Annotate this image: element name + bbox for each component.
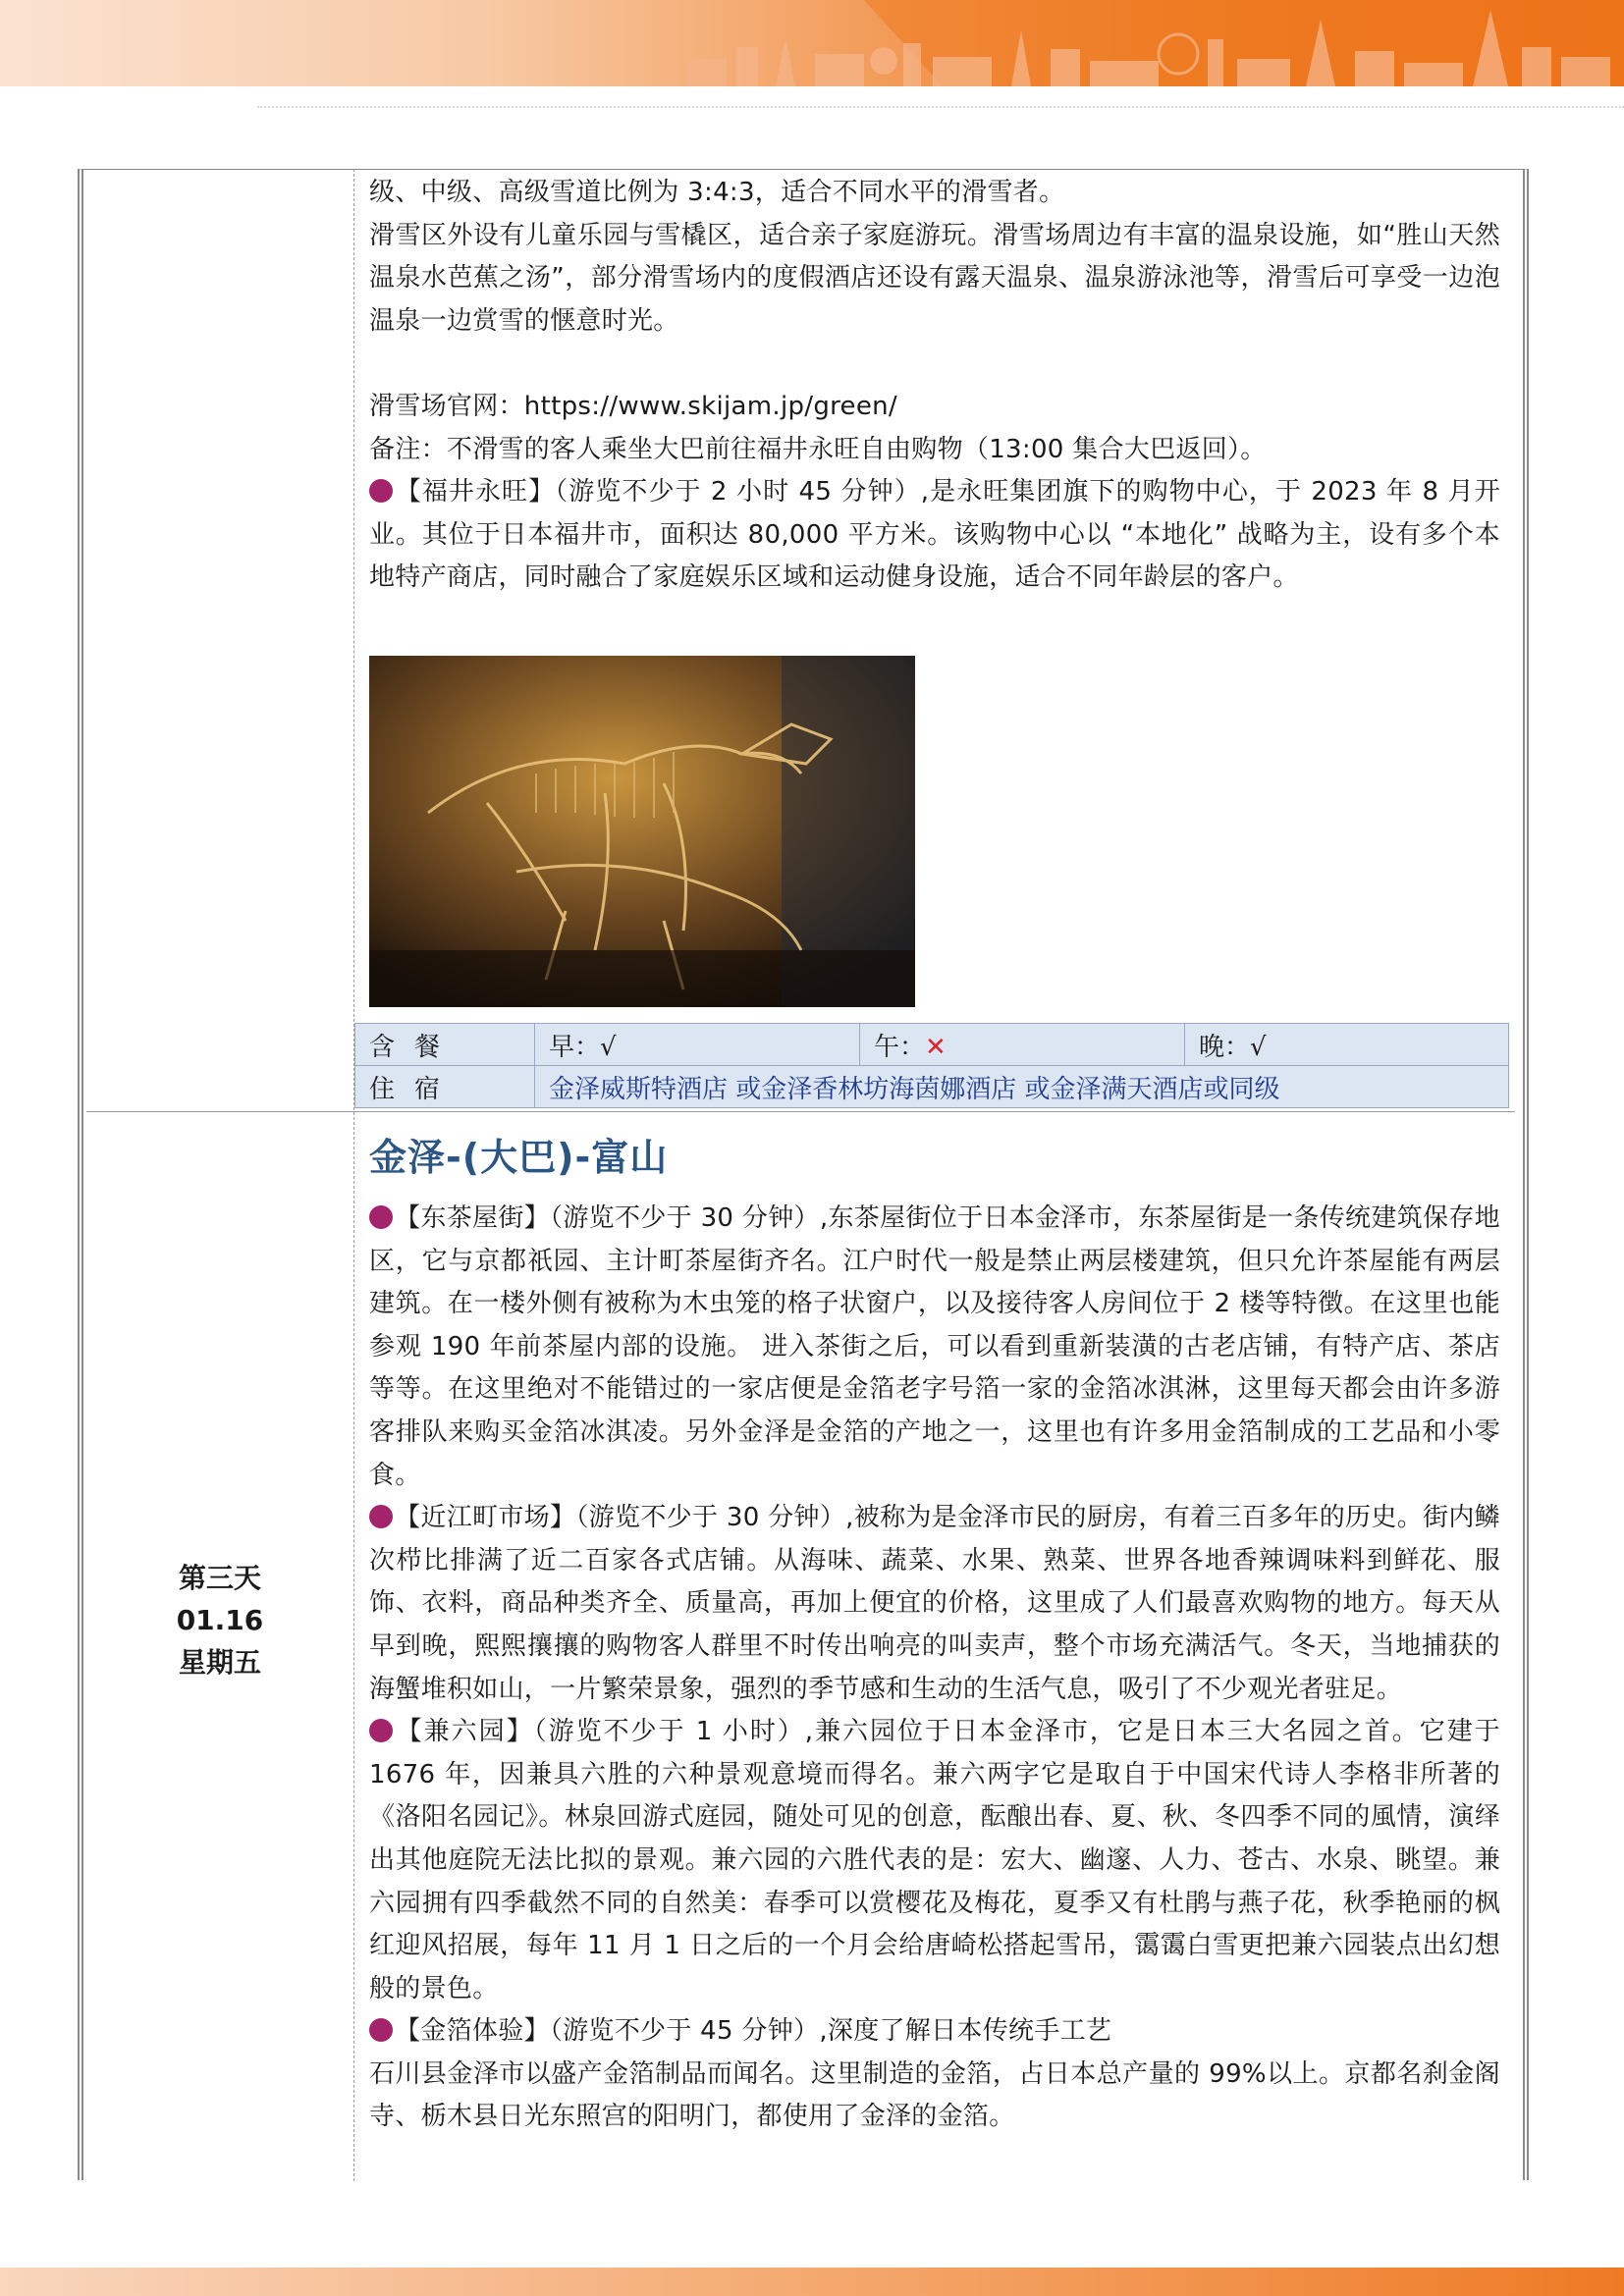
attraction-title: 【金箔体验】 bbox=[395, 2016, 550, 2047]
bullet-dot-icon bbox=[369, 1719, 393, 1742]
day-date: 01.16 bbox=[176, 1604, 264, 1636]
cross-icon: ✕ bbox=[925, 1032, 947, 1062]
bullet-dot-icon bbox=[369, 2018, 393, 2042]
attraction-title: 【东茶屋街】 bbox=[395, 1203, 551, 1233]
lodging-label: 住宿 bbox=[355, 1066, 535, 1108]
day3-label bbox=[86, 1557, 353, 1683]
meals-row bbox=[355, 1024, 1509, 1066]
attraction-title: 【兼六园】 bbox=[395, 1717, 534, 1747]
hotel-options: 金泽威斯特酒店 或金泽香林坊海茵娜酒店 或金泽满天酒店或同级 bbox=[535, 1066, 1509, 1108]
header-banner bbox=[0, 0, 1624, 86]
bullet-dot-icon bbox=[369, 1205, 393, 1229]
day-row-divider bbox=[86, 1111, 1515, 1112]
attraction-title: 【近江町市场】 bbox=[395, 1503, 576, 1533]
header-divider bbox=[257, 106, 1624, 108]
attraction-text: （游览不少于 30 分钟）,被称为是金泽市民的厨房，有着三百多年的历史。街内鳞次栉比排满了近二百家各式店铺。从海味、蔬菜、水果、熟菜、世界各地香辣调味料到鲜花、服饰、衣料，商品种类齐全、质量高，再加上便宜的价格，这里成了人们最喜欢购物的地方。每天从早到晚，熙熙攘攘的购物客人群里不时传出响亮的叫卖声，整个市场充满活气。冬天，当地捕获的海蟹堆积如山，一片繁荣景象，强烈的季节感和生动的生活气息，吸引了不少观光者驻足。 bbox=[369, 1503, 1500, 1704]
attraction-text: （游览不少于 2 小时 45 分钟）,是永旺集团旗下的购物中心，于 2023 年 8 月开业。其位于日本福井市，面积达 80,000 平方米。该购物中心以 “本地化” 战略为主，设有多个本地特产商店，同时融合了家庭娱乐区域和运动健身设施，适合不同年龄层的客户。 bbox=[369, 477, 1500, 593]
dinosaur-skeleton-photo bbox=[369, 656, 915, 1007]
meals-label: 含餐 bbox=[355, 1024, 535, 1066]
day3-title: 金泽-(大巴)-富山 bbox=[369, 1136, 669, 1179]
gold-leaf-description: 石川县金泽市以盛产金箔制品而闻名。这里制造的金箔，占日本总产量的 99%以上。京都名刹金阁寺、栃木县日光东照宫的阳明门，都使用了金泽的金箔。 bbox=[369, 2058, 1500, 2132]
day3-content bbox=[369, 1198, 1500, 2139]
lunch-cell bbox=[860, 1024, 1185, 1066]
day-name: 第三天 bbox=[178, 1562, 261, 1594]
attraction-gold-leaf bbox=[369, 2010, 1500, 2054]
attraction-higashi-chaya bbox=[369, 1198, 1500, 1497]
dinner-cell: 晚：√ bbox=[1185, 1024, 1509, 1066]
skyline-decoration bbox=[0, 0, 1624, 86]
attraction-text: （游览不少于 30 分钟）,东茶屋街位于日本金泽市，东茶屋街是一条传统建筑保存地区，它与京都祇园、主计町茶屋街齐名。江户时代一般是禁止两层楼建筑，但只允许茶屋能有两层建筑。在一楼外侧有被称为木虫笼的格子状窗户，以及接待客人房间位于 2 楼等特徴。在这里也能参观 190 年前茶屋内部的设施。 进入茶街之后，可以看到重新装潢的古老店铺，有特产店、茶店等等。在这里绝对不能错过的一家店便是金箔老字号箔一家的金箔冰淇淋，这里每天都会由许多游客排队来购买金箔冰淇凌。另外金泽是金箔的产地之一，这里也有许多用金箔制成的工艺品和小零食。 bbox=[369, 1203, 1500, 1490]
attraction-text: （游览不少于 45 分钟）,深度了解日本传统手工艺 bbox=[549, 2016, 1112, 2047]
attraction-text: （游览不少于 1 小时）,兼六园位于日本金泽市，它是日本三大名园之首。它建于 1676 年，因兼具六胜的六种景观意境而得名。兼六两字它是取自于中国宋代诗人李格非所著的《洛阳名园记》。林泉回游式庭园，随处可见的创意，酝酿出春、夏、秋、冬四季不同的風情，演绎出其他庭院无法比拟的景观。兼六园的六胜代表的是：宏大、幽邃、人力、苍古、水泉、眺望。兼六园拥有四季截然不同的自然美：春季可以赏樱花及梅花，夏季又有杜鹃与燕子花，秋季艳丽的枫红迎风招展，每年 11 月 1 日之后的一个月会给唐崎松搭起雪吊，霭霭白雪更把兼六园装点出幻想般的景色。 bbox=[369, 1717, 1500, 2003]
lunch-label: 午： bbox=[874, 1032, 926, 1062]
paragraph: 滑雪区外设有儿童乐园与雪橇区，适合亲子家庭游玩。滑雪场周边有丰富的温泉设施，如“胜山天然温泉水芭蕉之汤”，部分滑雪场内的度假酒店还设有露天温泉、温泉游泳池等，滑雪后可享受一边泡温泉一边赏雪的惬意时光。 bbox=[369, 220, 1500, 336]
day-column-divider bbox=[353, 169, 354, 2181]
attraction-omicho-market bbox=[369, 1497, 1500, 1711]
attraction-kenrokuen bbox=[369, 1711, 1500, 2010]
bullet-dot-icon bbox=[369, 1505, 393, 1528]
meals-lodging-table bbox=[354, 1023, 1509, 1108]
note: 备注：不滑雪的客人乘坐大巴前往福井永旺自由购物（13:00 集合大巴返回）。 bbox=[369, 434, 1267, 464]
paragraph: 级、中级、高级雪道比例为 3:4:3，适合不同水平的滑雪者。 bbox=[369, 178, 1065, 207]
day2-content bbox=[369, 172, 1500, 600]
blank-line bbox=[369, 343, 1500, 386]
attraction-aeon bbox=[369, 471, 1500, 600]
attraction-title: 【福井永旺】 bbox=[395, 477, 556, 507]
footer-banner bbox=[0, 2268, 1624, 2296]
breakfast-cell: 早：√ bbox=[535, 1024, 860, 1066]
bullet-dot-icon bbox=[369, 479, 393, 503]
day-weekday: 星期五 bbox=[178, 1646, 261, 1679]
lodging-row bbox=[355, 1066, 1509, 1108]
ski-website: 滑雪场官网：https://www.skijam.jp/green/ bbox=[369, 391, 897, 421]
